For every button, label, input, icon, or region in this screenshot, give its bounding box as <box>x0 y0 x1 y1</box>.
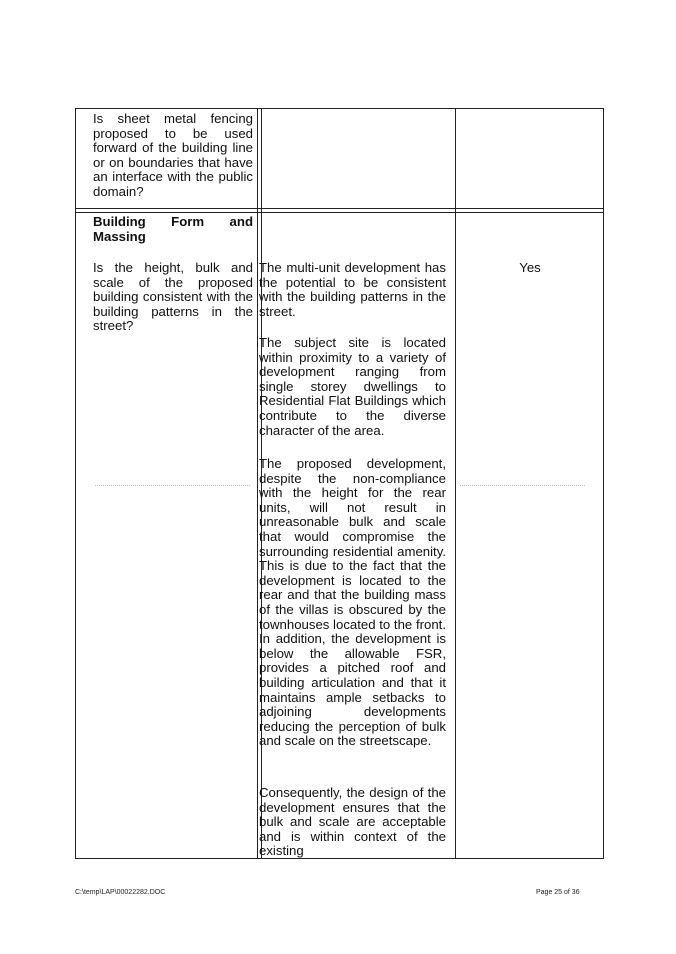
question-height-bulk-scale: Is the height, bulk and scale of the proposed building consistent with the building patterns in the street? <box>93 260 253 334</box>
response-paragraph: The proposed development, despite the non-compliance with the height for the rear units, will not result in unreasonable bulk and scale that would compromise the surrounding residential amenity. This is due to the fact that the development is located to the rear and that the building mass of the villas is obscured by the townhouses located to the front. In addition, the development is below the allowable FSR, provides a pitched roof and building articulation and that it maintains ample setbacks to adjoining developments reducing the perception of bulk and scale on the streetscape. <box>259 456 446 749</box>
response-paragraph: The multi-unit development has the potential to be consistent with the building patterns in the street. <box>259 260 446 319</box>
section-heading: Building Form and Massing <box>93 214 253 244</box>
footer-page-number: Page 25 of 36 <box>536 889 580 896</box>
table-column-divider <box>257 108 258 859</box>
response-paragraph: The subject site is located within proximity to a variety of development ranging from single storey dwellings to Residential Flat Buildings which contribute to the diverse character of the area. <box>259 335 446 438</box>
scan-artifact <box>95 485 250 486</box>
table-row-divider <box>75 212 604 213</box>
table-row-divider <box>75 208 604 209</box>
question-sheet-metal-fencing: Is sheet metal fencing proposed to be used forward of the building line or on boundaries that have an interface with the public domain? <box>93 111 253 199</box>
table-column-divider <box>455 108 456 859</box>
compliance-value: Yes <box>519 260 541 275</box>
response-paragraph: Consequently, the design of the development ensures that the bulk and scale are acceptable and is within context of the existing <box>259 785 446 859</box>
footer-file-path: C:\temp\LAP\00022282.DOC <box>75 889 166 896</box>
scan-artifact <box>460 485 585 486</box>
